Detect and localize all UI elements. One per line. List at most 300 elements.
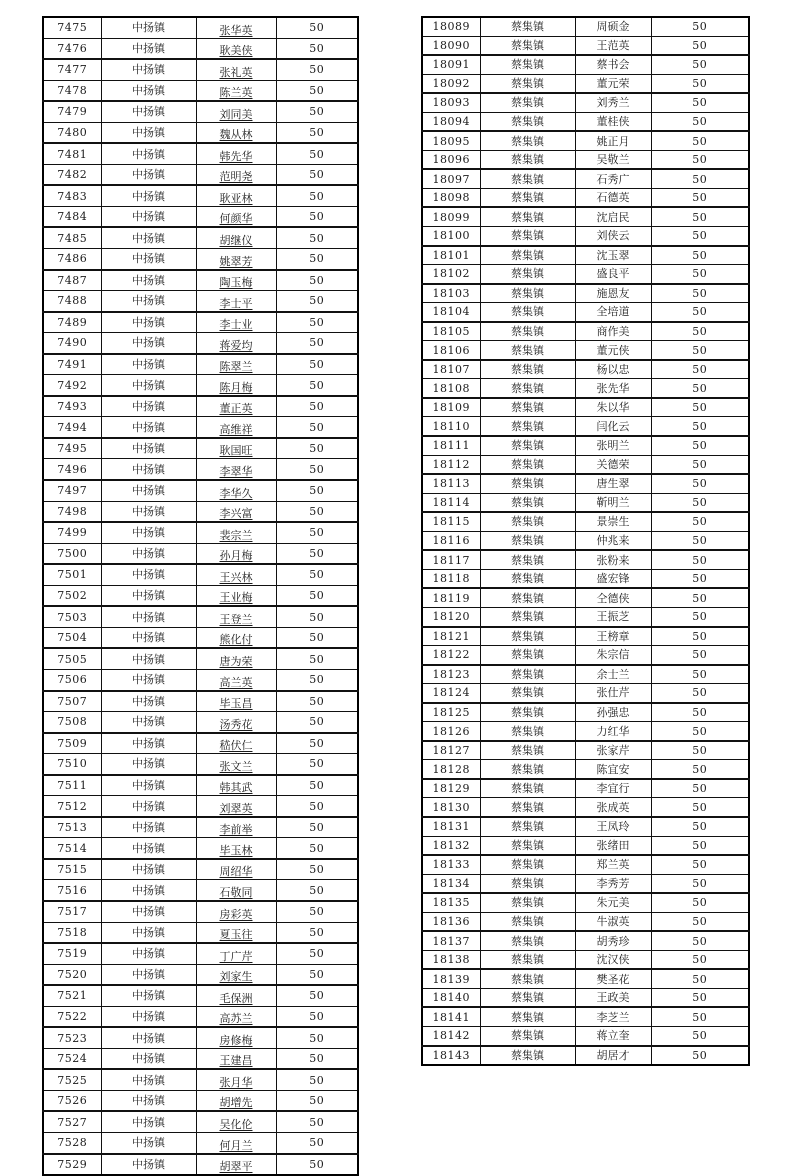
val-cell: 50 <box>651 436 749 455</box>
table-row <box>422 798 749 817</box>
id-cell: 7487 <box>43 270 101 291</box>
name-cell: 全培道 <box>575 303 651 322</box>
name-cell: 何月兰 <box>196 1132 276 1153</box>
table-row <box>43 691 358 712</box>
id-cell: 7486 <box>43 249 101 270</box>
val-cell: 50 <box>651 474 749 493</box>
table-row <box>422 741 749 760</box>
table-row <box>43 648 358 669</box>
town-cell: 蔡集镇 <box>480 112 575 131</box>
table-row <box>43 901 358 922</box>
id-cell: 7516 <box>43 880 101 901</box>
town-cell: 中扬镇 <box>101 712 196 733</box>
table-row <box>43 312 358 333</box>
table-row <box>43 606 358 627</box>
val-cell: 50 <box>651 417 749 436</box>
val-cell: 50 <box>276 943 358 964</box>
name-cell: 范明尧 <box>196 164 276 185</box>
id-cell: 18129 <box>422 779 480 798</box>
id-cell: 18117 <box>422 550 480 569</box>
table-row <box>422 531 749 550</box>
val-cell: 50 <box>651 950 749 969</box>
table-row <box>422 988 749 1007</box>
name-cell: 牛淑英 <box>575 912 651 931</box>
town-cell: 蔡集镇 <box>480 722 575 741</box>
town-cell: 中扬镇 <box>101 38 196 59</box>
table-row <box>43 59 358 80</box>
val-cell: 50 <box>276 669 358 690</box>
id-cell: 18102 <box>422 265 480 284</box>
name-cell: 商作美 <box>575 322 651 341</box>
id-cell: 7490 <box>43 333 101 354</box>
name-cell: 孙强忠 <box>575 703 651 722</box>
table-row <box>43 1154 358 1176</box>
name-cell: 蒋爱均 <box>196 333 276 354</box>
id-cell: 18131 <box>422 817 480 836</box>
town-cell: 中扬镇 <box>101 101 196 122</box>
town-cell: 中扬镇 <box>101 396 196 417</box>
table-row <box>43 164 358 185</box>
town-cell: 中扬镇 <box>101 249 196 270</box>
town-cell: 蔡集镇 <box>480 74 575 93</box>
val-cell: 50 <box>651 303 749 322</box>
town-cell: 蔡集镇 <box>480 836 575 855</box>
town-cell: 蔡集镇 <box>480 493 575 512</box>
id-cell: 7480 <box>43 122 101 143</box>
name-cell: 李秀芳 <box>575 874 651 893</box>
id-cell: 18133 <box>422 855 480 874</box>
name-cell: 李华久 <box>196 480 276 501</box>
id-cell: 7521 <box>43 985 101 1006</box>
name-cell: 吴敬兰 <box>575 150 651 169</box>
id-cell: 18106 <box>422 341 480 360</box>
town-cell: 中扬镇 <box>101 585 196 606</box>
town-cell: 蔡集镇 <box>480 512 575 531</box>
val-cell: 50 <box>276 227 358 248</box>
table-row <box>422 1007 749 1026</box>
id-cell: 7510 <box>43 754 101 775</box>
name-cell: 张粉来 <box>575 550 651 569</box>
val-cell: 50 <box>276 80 358 101</box>
table-row <box>422 569 749 588</box>
table-row <box>422 855 749 874</box>
val-cell: 50 <box>651 284 749 303</box>
table-row <box>43 796 358 817</box>
val-cell: 50 <box>651 798 749 817</box>
name-cell: 周硕金 <box>575 17 651 36</box>
table-row <box>43 985 358 1006</box>
name-cell: 陈宜安 <box>575 760 651 779</box>
town-cell: 蔡集镇 <box>480 684 575 703</box>
name-cell: 胡秀珍 <box>575 931 651 950</box>
val-cell: 50 <box>276 1048 358 1069</box>
id-cell: 7493 <box>43 396 101 417</box>
name-cell: 董元荣 <box>575 74 651 93</box>
town-cell: 蔡集镇 <box>480 131 575 150</box>
val-cell: 50 <box>276 817 358 838</box>
table-row <box>43 291 358 312</box>
name-cell: 靳明兰 <box>575 493 651 512</box>
id-cell: 7475 <box>43 17 101 38</box>
val-cell: 50 <box>651 569 749 588</box>
name-cell: 陈兰英 <box>196 80 276 101</box>
name-cell: 夏玉往 <box>196 922 276 943</box>
id-cell: 7478 <box>43 80 101 101</box>
val-cell: 50 <box>651 360 749 379</box>
name-cell: 王建昌 <box>196 1048 276 1069</box>
id-cell: 18118 <box>422 569 480 588</box>
table-row <box>43 227 358 248</box>
val-cell: 50 <box>276 206 358 227</box>
id-cell: 7500 <box>43 543 101 564</box>
name-cell: 胡居才 <box>575 1046 651 1066</box>
id-cell: 7509 <box>43 733 101 754</box>
val-cell: 50 <box>276 901 358 922</box>
table-row <box>43 438 358 459</box>
town-cell: 蔡集镇 <box>480 341 575 360</box>
name-cell: 胡翠平 <box>196 1154 276 1176</box>
val-cell: 50 <box>276 333 358 354</box>
name-cell: 余士兰 <box>575 665 651 684</box>
id-cell: 7504 <box>43 627 101 648</box>
id-cell: 18121 <box>422 627 480 646</box>
name-cell: 耿国旺 <box>196 438 276 459</box>
name-cell: 施恩友 <box>575 284 651 303</box>
id-cell: 18095 <box>422 131 480 150</box>
town-cell: 中扬镇 <box>101 1027 196 1048</box>
val-cell: 50 <box>276 733 358 754</box>
town-cell: 蔡集镇 <box>480 779 575 798</box>
id-cell: 18139 <box>422 969 480 988</box>
val-cell: 50 <box>276 354 358 375</box>
town-cell: 中扬镇 <box>101 880 196 901</box>
id-cell: 18092 <box>422 74 480 93</box>
val-cell: 50 <box>651 131 749 150</box>
table-row <box>422 493 749 512</box>
val-cell: 50 <box>276 438 358 459</box>
id-cell: 18136 <box>422 912 480 931</box>
val-cell: 50 <box>651 150 749 169</box>
town-cell: 蔡集镇 <box>480 246 575 265</box>
table-row <box>43 669 358 690</box>
town-cell: 蔡集镇 <box>480 569 575 588</box>
town-cell: 中扬镇 <box>101 817 196 838</box>
table-row <box>43 1090 358 1111</box>
table-row <box>422 112 749 131</box>
id-cell: 7511 <box>43 775 101 796</box>
town-cell: 蔡集镇 <box>480 855 575 874</box>
table-row <box>43 1069 358 1090</box>
id-cell: 18101 <box>422 246 480 265</box>
val-cell: 50 <box>651 646 749 665</box>
town-cell: 蔡集镇 <box>480 969 575 988</box>
name-cell: 姚翠芳 <box>196 249 276 270</box>
name-cell: 董桂侠 <box>575 112 651 131</box>
name-cell: 李前举 <box>196 817 276 838</box>
name-cell: 石秀广 <box>575 169 651 188</box>
id-cell: 7481 <box>43 143 101 164</box>
val-cell: 50 <box>651 741 749 760</box>
left-roster-table <box>42 16 359 1176</box>
table-row <box>43 1027 358 1048</box>
name-cell: 张绪田 <box>575 836 651 855</box>
id-cell: 7495 <box>43 438 101 459</box>
name-cell: 耿亚林 <box>196 185 276 206</box>
name-cell: 关德荣 <box>575 455 651 474</box>
name-cell: 李翠华 <box>196 459 276 480</box>
town-cell: 蔡集镇 <box>480 227 575 246</box>
town-cell: 蔡集镇 <box>480 607 575 626</box>
name-cell: 吴化伦 <box>196 1111 276 1132</box>
id-cell: 7525 <box>43 1069 101 1090</box>
val-cell: 50 <box>651 855 749 874</box>
town-cell: 蔡集镇 <box>480 550 575 569</box>
id-cell: 7519 <box>43 943 101 964</box>
town-cell: 中扬镇 <box>101 17 196 38</box>
id-cell: 7477 <box>43 59 101 80</box>
name-cell: 张家芹 <box>575 741 651 760</box>
val-cell: 50 <box>651 246 749 265</box>
id-cell: 7503 <box>43 606 101 627</box>
name-cell: 何颜华 <box>196 206 276 227</box>
id-cell: 7494 <box>43 417 101 438</box>
town-cell: 中扬镇 <box>101 838 196 859</box>
val-cell: 50 <box>276 754 358 775</box>
val-cell: 50 <box>276 143 358 164</box>
town-cell: 蔡集镇 <box>480 188 575 207</box>
id-cell: 18091 <box>422 55 480 74</box>
table-row <box>422 417 749 436</box>
town-cell: 中扬镇 <box>101 417 196 438</box>
id-cell: 7479 <box>43 101 101 122</box>
town-cell: 蔡集镇 <box>480 207 575 226</box>
id-cell: 18096 <box>422 150 480 169</box>
name-cell: 唐生翠 <box>575 474 651 493</box>
id-cell: 7491 <box>43 354 101 375</box>
table-row <box>43 522 358 543</box>
name-cell: 毕玉昌 <box>196 691 276 712</box>
table-row <box>422 550 749 569</box>
table-row <box>422 722 749 741</box>
name-cell: 张先华 <box>575 379 651 398</box>
table-row <box>422 512 749 531</box>
town-cell: 中扬镇 <box>101 691 196 712</box>
town-cell: 中扬镇 <box>101 143 196 164</box>
town-cell: 蔡集镇 <box>480 284 575 303</box>
id-cell: 7520 <box>43 964 101 985</box>
id-cell: 18109 <box>422 398 480 417</box>
right-roster-table <box>421 16 750 1066</box>
table-row <box>43 1048 358 1069</box>
id-cell: 18090 <box>422 36 480 55</box>
town-cell: 中扬镇 <box>101 1154 196 1176</box>
val-cell: 50 <box>651 74 749 93</box>
name-cell: 刘秀兰 <box>575 93 651 112</box>
table-row <box>43 1006 358 1027</box>
town-cell: 蔡集镇 <box>480 912 575 931</box>
town-cell: 蔡集镇 <box>480 398 575 417</box>
table-row <box>422 1046 749 1066</box>
id-cell: 7499 <box>43 522 101 543</box>
val-cell: 50 <box>276 564 358 585</box>
town-cell: 中扬镇 <box>101 164 196 185</box>
town-cell: 中扬镇 <box>101 312 196 333</box>
town-cell: 中扬镇 <box>101 733 196 754</box>
table-row <box>43 17 358 38</box>
table-row <box>422 874 749 893</box>
val-cell: 50 <box>276 122 358 143</box>
name-cell: 李兴富 <box>196 501 276 522</box>
val-cell: 50 <box>651 493 749 512</box>
table-row <box>43 501 358 522</box>
id-cell: 18138 <box>422 950 480 969</box>
table-row <box>422 665 749 684</box>
id-cell: 7489 <box>43 312 101 333</box>
val-cell: 50 <box>276 985 358 1006</box>
town-cell: 中扬镇 <box>101 1006 196 1027</box>
table-row <box>43 185 358 206</box>
table-row <box>422 150 749 169</box>
right-roster-body <box>422 17 749 1065</box>
val-cell: 50 <box>276 1132 358 1153</box>
name-cell: 王振芝 <box>575 607 651 626</box>
id-cell: 18127 <box>422 741 480 760</box>
town-cell: 蔡集镇 <box>480 1026 575 1045</box>
town-cell: 蔡集镇 <box>480 322 575 341</box>
name-cell: 裴宗兰 <box>196 522 276 543</box>
val-cell: 50 <box>276 648 358 669</box>
val-cell: 50 <box>276 459 358 480</box>
name-cell: 王榜章 <box>575 627 651 646</box>
town-cell: 蔡集镇 <box>480 646 575 665</box>
town-cell: 蔡集镇 <box>480 17 575 36</box>
name-cell: 王登兰 <box>196 606 276 627</box>
val-cell: 50 <box>276 859 358 880</box>
name-cell: 石敬同 <box>196 880 276 901</box>
town-cell: 中扬镇 <box>101 501 196 522</box>
table-row <box>422 760 749 779</box>
name-cell: 毕玉林 <box>196 838 276 859</box>
val-cell: 50 <box>651 512 749 531</box>
table-row <box>43 480 358 501</box>
name-cell: 张文兰 <box>196 754 276 775</box>
id-cell: 18116 <box>422 531 480 550</box>
val-cell: 50 <box>276 1027 358 1048</box>
name-cell: 朱宗信 <box>575 646 651 665</box>
id-cell: 7501 <box>43 564 101 585</box>
id-cell: 7498 <box>43 501 101 522</box>
name-cell: 张礼英 <box>196 59 276 80</box>
id-cell: 7497 <box>43 480 101 501</box>
town-cell: 中扬镇 <box>101 291 196 312</box>
val-cell: 50 <box>651 607 749 626</box>
id-cell: 18089 <box>422 17 480 36</box>
table-row <box>43 80 358 101</box>
name-cell: 耿美侠 <box>196 38 276 59</box>
val-cell: 50 <box>651 227 749 246</box>
val-cell: 50 <box>651 627 749 646</box>
name-cell: 董元侠 <box>575 341 651 360</box>
id-cell: 18114 <box>422 493 480 512</box>
table-row <box>422 817 749 836</box>
id-cell: 18130 <box>422 798 480 817</box>
id-cell: 18108 <box>422 379 480 398</box>
table-row <box>43 1132 358 1153</box>
table-row <box>43 943 358 964</box>
name-cell: 姚正月 <box>575 131 651 150</box>
town-cell: 蔡集镇 <box>480 150 575 169</box>
val-cell: 50 <box>651 988 749 1007</box>
name-cell: 张月华 <box>196 1069 276 1090</box>
table-row <box>422 436 749 455</box>
name-cell: 蔡书会 <box>575 55 651 74</box>
val-cell: 50 <box>276 185 358 206</box>
table-row <box>422 455 749 474</box>
name-cell: 董正英 <box>196 396 276 417</box>
name-cell: 张成英 <box>575 798 651 817</box>
val-cell: 50 <box>276 17 358 38</box>
val-cell: 50 <box>276 375 358 396</box>
id-cell: 7488 <box>43 291 101 312</box>
table-row <box>422 341 749 360</box>
table-row <box>422 627 749 646</box>
name-cell: 张华英 <box>196 17 276 38</box>
val-cell: 50 <box>651 1007 749 1026</box>
town-cell: 中扬镇 <box>101 985 196 1006</box>
town-cell: 中扬镇 <box>101 754 196 775</box>
id-cell: 18128 <box>422 760 480 779</box>
table-row <box>422 474 749 493</box>
id-cell: 7518 <box>43 922 101 943</box>
id-cell: 7529 <box>43 1154 101 1176</box>
val-cell: 50 <box>651 684 749 703</box>
id-cell: 7508 <box>43 712 101 733</box>
val-cell: 50 <box>651 969 749 988</box>
val-cell: 50 <box>651 17 749 36</box>
table-row <box>43 333 358 354</box>
town-cell: 蔡集镇 <box>480 55 575 74</box>
table-row <box>43 101 358 122</box>
town-cell: 中扬镇 <box>101 564 196 585</box>
val-cell: 50 <box>276 606 358 627</box>
table-row <box>422 836 749 855</box>
id-cell: 7484 <box>43 206 101 227</box>
val-cell: 50 <box>651 760 749 779</box>
town-cell: 中扬镇 <box>101 901 196 922</box>
id-cell: 18141 <box>422 1007 480 1026</box>
id-cell: 18143 <box>422 1046 480 1066</box>
val-cell: 50 <box>276 543 358 564</box>
val-cell: 50 <box>276 1111 358 1132</box>
val-cell: 50 <box>276 1006 358 1027</box>
id-cell: 18099 <box>422 207 480 226</box>
town-cell: 蔡集镇 <box>480 474 575 493</box>
name-cell: 周绍华 <box>196 859 276 880</box>
town-cell: 中扬镇 <box>101 543 196 564</box>
val-cell: 50 <box>276 1069 358 1090</box>
id-cell: 18135 <box>422 893 480 912</box>
val-cell: 50 <box>651 188 749 207</box>
id-cell: 18093 <box>422 93 480 112</box>
val-cell: 50 <box>651 531 749 550</box>
table-row <box>43 859 358 880</box>
val-cell: 50 <box>276 1090 358 1111</box>
town-cell: 蔡集镇 <box>480 798 575 817</box>
table-row <box>422 131 749 150</box>
val-cell: 50 <box>276 291 358 312</box>
town-cell: 蔡集镇 <box>480 36 575 55</box>
town-cell: 蔡集镇 <box>480 1007 575 1026</box>
